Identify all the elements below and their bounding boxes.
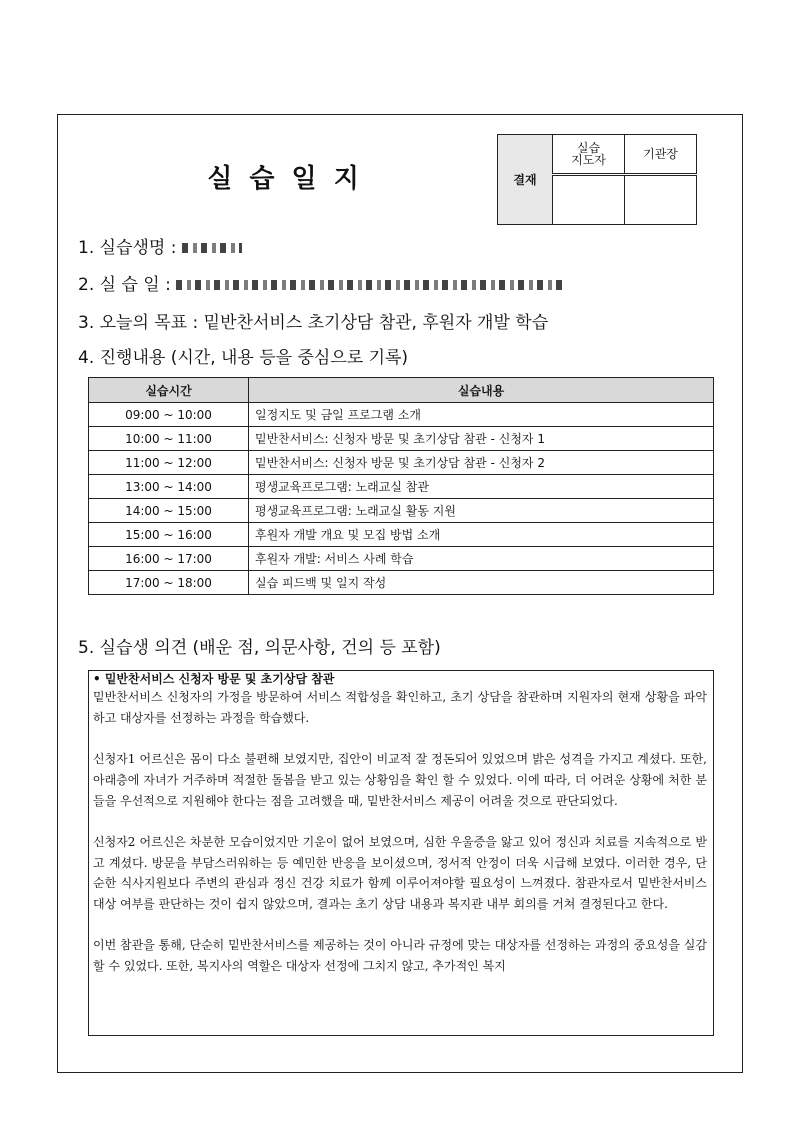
row-content: 밑반찬서비스: 신청자 방문 및 초기상담 참관 - 신청자 2 — [249, 451, 714, 475]
row-time: 17:00 ~ 18:00 — [89, 571, 249, 595]
student-name-label: 1. 실습생명 : — [78, 238, 177, 258]
row-content: 후원자 개발 개요 및 모집 방법 소개 — [249, 523, 714, 547]
row-time: 11:00 ~ 12:00 — [89, 451, 249, 475]
row-time: 13:00 ~ 14:00 — [89, 475, 249, 499]
schedule-header-time: 실습시간 — [89, 378, 249, 403]
schedule-header-content: 실습내용 — [249, 378, 714, 403]
goal-field: 3. 오늘의 목표 : 밑반찬서비스 초기상담 참관, 후원자 개발 학습 — [78, 313, 549, 333]
opinion-paragraph: 이번 참관을 통해, 단순히 밑반찬서비스를 제공하는 것이 아니라 규정에 맞는 대상자를 선정하는 과정의 중요성을 실감할 수 있었다. 또한, 복지사의 역할은 대상자 선정에 그치지 않고, 추가적인 복지 — [93, 938, 707, 974]
schedule-table — [88, 377, 714, 595]
opinion-paragraph: 밑반찬서비스 신청자의 가정을 방문하여 서비스 적합성을 확인하고, 초기 상담을 참관하며 지원자의 현재 상황을 파악하고 대상자를 선정하는 과정을 학습했다. — [93, 690, 707, 725]
student-name-field — [78, 233, 242, 258]
row-content: 실습 피드백 및 일지 작성 — [249, 571, 714, 595]
table-row — [89, 571, 714, 595]
progress-label: 4. 진행내용 (시간, 내용 등을 중심으로 기록) — [78, 348, 409, 368]
row-time: 16:00 ~ 17:00 — [89, 547, 249, 571]
row-time: 09:00 ~ 10:00 — [89, 403, 249, 427]
row-content: 평생교육프로그램: 노래교실 참관 — [249, 475, 714, 499]
redacted-date — [176, 280, 566, 290]
table-row — [89, 403, 714, 427]
table-row — [89, 523, 714, 547]
opinion-paragraph: 신청자2 어르신은 차분한 모습이었지만 기운이 없어 보였으며, 심한 우울증을 앓고 있어 정신과 치료를 지속적으로 받고 계셨다. 방문을 부담스러워하는 등 예민한 반응을 보이셨으며, 정서적 안정이 더욱 시급해 보였다. 이러한 경우, 단순한 식사지원보다 주변의 관심과 정신 건강 치료가 함께 이루어져야할 필요성이 느껴졌다. 참관자로서 밑반찬서비스 대상 여부를 판단하는 것이 쉽지 않았으며, 결과는 초기 상담 내용과 복지관 내부 회의를 거쳐 결정된다고 한다. — [93, 834, 707, 911]
practice-date-field — [78, 270, 566, 295]
opinion-section-label: 5. 실습생 의견 (배운 점, 의문사항, 건의 등 포함) — [78, 638, 441, 658]
table-row — [89, 499, 714, 523]
practice-date-label: 2. 실 습 일 : — [78, 275, 171, 295]
approval-supervisor-header — [553, 135, 625, 175]
approval-table — [497, 134, 697, 225]
document-title: 실 습 일 지 — [207, 164, 363, 194]
row-content: 평생교육프로그램: 노래교실 활동 지원 — [249, 499, 714, 523]
redacted-name — [182, 243, 242, 253]
table-row — [89, 427, 714, 451]
supervisor-line2: 지도자 — [571, 153, 606, 167]
row-content: 일정지도 및 금일 프로그램 소개 — [249, 403, 714, 427]
approval-label: 결재 — [498, 135, 553, 225]
row-time: 10:00 ~ 11:00 — [89, 427, 249, 451]
table-row — [89, 451, 714, 475]
row-time: 14:00 ~ 15:00 — [89, 499, 249, 523]
approval-director-header: 기관장 — [625, 135, 697, 175]
row-content: 밑반찬서비스: 신청자 방문 및 초기상담 참관 - 신청자 1 — [249, 427, 714, 451]
opinion-heading: • 밑반찬서비스 신청자 방문 및 초기상담 참관 — [93, 672, 335, 686]
row-time: 15:00 ~ 16:00 — [89, 523, 249, 547]
table-row — [89, 475, 714, 499]
row-content: 후원자 개발: 서비스 사례 학습 — [249, 547, 714, 571]
table-row — [89, 547, 714, 571]
opinion-paragraph: 신청자1 어르신은 몸이 다소 불편해 보였지만, 집안이 비교적 잘 정돈되어 있었으며 밝은 성격을 가지고 계셨다. 또한, 아래층에 자녀가 거주하며 적절한 돌봄을 받고 있는 상황임을 확인 할 수 있었다. 이에 따라, 더 어려운 상황에 처한 분들을 우선적으로 지원해야 한다는 점을 고려했을 때, 밑반찬서비스 제공이 어려울 것으로 판단되었다. — [93, 752, 707, 808]
director-sign-box — [625, 175, 697, 225]
supervisor-sign-box — [553, 175, 625, 225]
opinion-box — [88, 670, 714, 1036]
supervisor-line1: 실습 — [576, 141, 601, 155]
